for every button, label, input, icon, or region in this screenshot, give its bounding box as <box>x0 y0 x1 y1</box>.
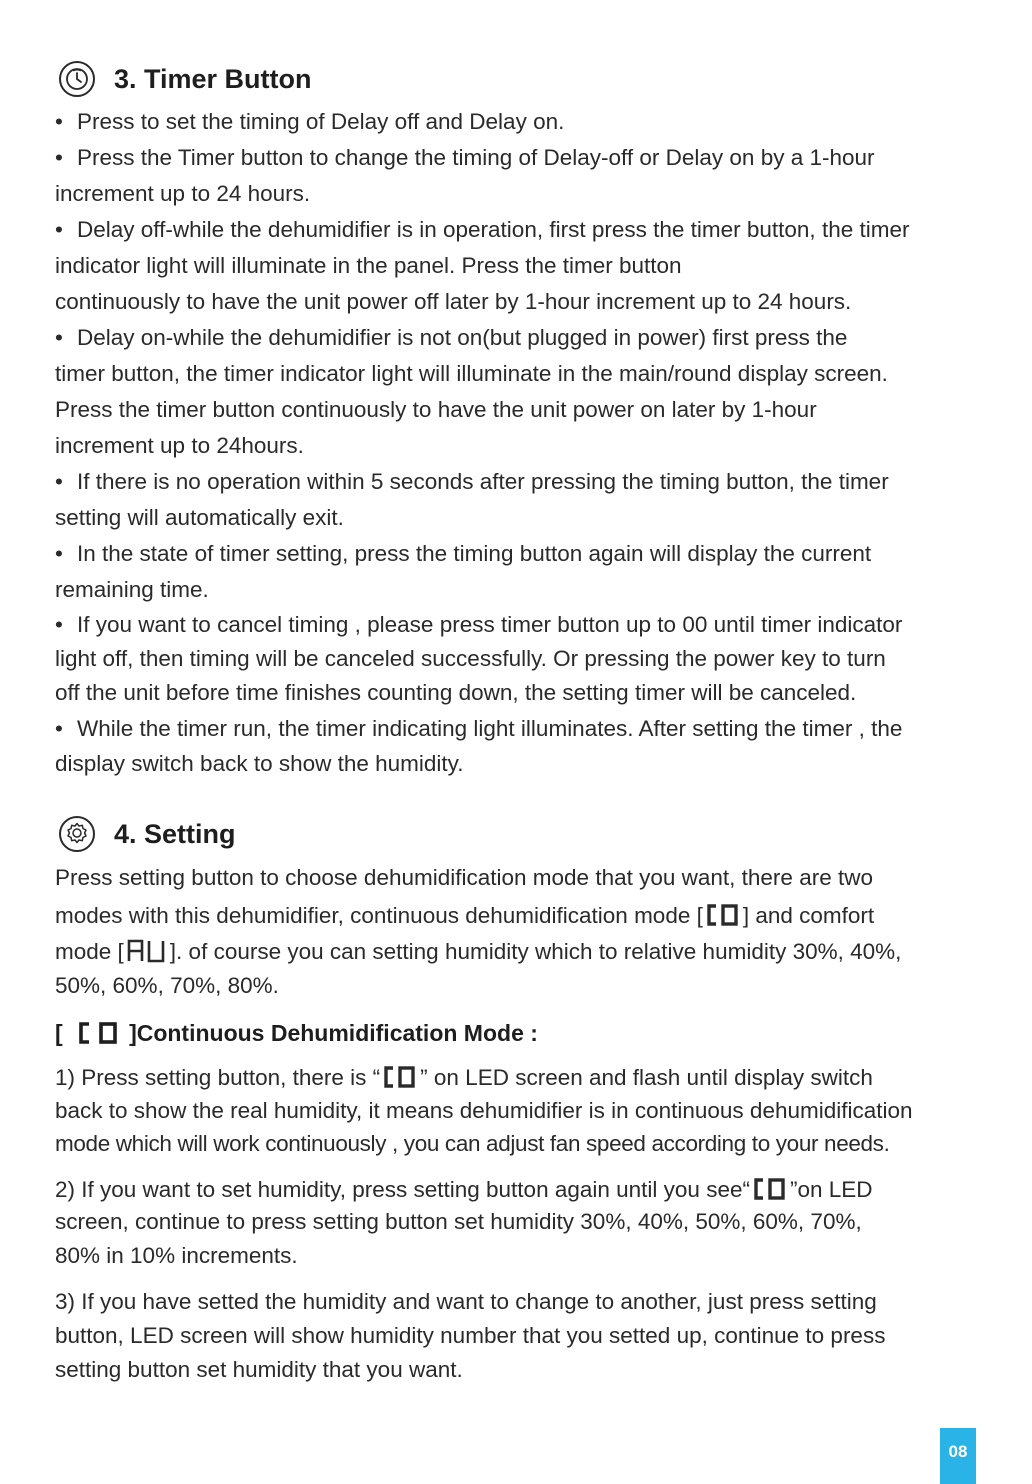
led-co-icon <box>753 1177 787 1201</box>
led-co-icon <box>706 903 740 927</box>
timer-line: timer button, the timer indicator light will illuminate in the main/round display screen. <box>55 361 888 386</box>
timer-line: • In the state of timer setting, press the timing button again will display the current <box>55 541 872 566</box>
timer-line: • If there is no operation within 5 seconds after pressing the timing button, the timer <box>55 469 889 494</box>
continuous-step-line: 1) Press setting button, there is “ ” on LED screen and flash until display switch <box>55 1065 873 1090</box>
setting-section-header <box>58 815 236 853</box>
continuous-mode-heading: [ ]Continuous Dehumidification Mode : <box>55 1020 538 1046</box>
timer-line: • Press the Timer button to change the timing of Delay-off or Delay on by a 1-hour <box>55 145 875 170</box>
setting-intro-line: modes with this dehumidifier, continuous dehumidification mode [ ] and comfort <box>55 903 875 928</box>
timer-line: off the unit before time finishes counting down, the setting timer will be canceled. <box>55 680 857 705</box>
setting-intro-line: mode [ ]. of course you can setting humidity which to relative humidity 30%, 40%, <box>55 939 902 964</box>
timer-line: increment up to 24 hours. <box>55 181 311 206</box>
continuous-step-line: screen, continue to press setting button set humidity 30%, 40%, 50%, 60%, 70%, <box>55 1209 862 1234</box>
continuous-step-line: 3) If you have setted the humidity and want to change to another, just press setting <box>55 1289 877 1314</box>
timer-section-header <box>58 60 312 98</box>
timer-line: • If you want to cancel timing , please press timer button up to 00 until timer indicator <box>55 612 903 637</box>
timer-line: setting will automatically exit. <box>55 505 344 530</box>
gear-icon <box>58 815 96 853</box>
continuous-step-line: button, LED screen will show humidity number that you setted up, continue to press <box>55 1323 886 1348</box>
led-co-icon <box>77 1021 121 1045</box>
timer-line: display switch back to show the humidity. <box>55 751 464 776</box>
timer-line: • Delay on-while the dehumidifier is not on(but plugged in power) first press the <box>55 325 848 350</box>
continuous-step-line: back to show the real humidity, it means dehumidifier is in continuous dehumidification <box>55 1098 913 1123</box>
timer-line: light off, then timing will be canceled successfully. Or pressing the power key to turn <box>55 646 886 671</box>
timer-line: continuously to have the unit power off later by 1-hour increment up to 24 hours. <box>55 289 852 314</box>
timer-line: • Press to set the timing of Delay off and Delay on. <box>55 109 565 134</box>
setting-intro-line: Press setting button to choose dehumidification mode that you want, there are two <box>55 865 873 890</box>
timer-line: remaining time. <box>55 577 209 602</box>
timer-heading: 3. Timer Button <box>114 63 312 94</box>
setting-intro-line: 50%, 60%, 70%, 80%. <box>55 973 279 998</box>
continuous-step-line: 80% in 10% increments. <box>55 1243 298 1268</box>
led-au-icon <box>127 939 167 963</box>
continuous-step-line: 2) If you want to set humidity, press setting button again until you see“ ”on LED <box>55 1177 873 1202</box>
page-number: 08 <box>940 1428 976 1484</box>
setting-heading: 4. Setting <box>114 818 236 849</box>
timer-icon <box>58 60 96 98</box>
timer-line: increment up to 24hours. <box>55 433 304 458</box>
timer-line: Press the timer button continuously to have the unit power on later by 1-hour <box>55 397 817 422</box>
timer-line: • Delay off-while the dehumidifier is in operation, first press the timer button, the timer <box>55 217 910 242</box>
continuous-step-line: mode which will work continuously , you can adjust fan speed according to your needs. <box>55 1131 890 1156</box>
timer-line: indicator light will illuminate in the panel. Press the timer button <box>55 253 682 278</box>
continuous-step-line: setting button set humidity that you want. <box>55 1357 463 1382</box>
led-co-icon <box>383 1065 417 1089</box>
timer-line: • While the timer run, the timer indicating light illuminates. After setting the timer , the <box>55 716 903 741</box>
